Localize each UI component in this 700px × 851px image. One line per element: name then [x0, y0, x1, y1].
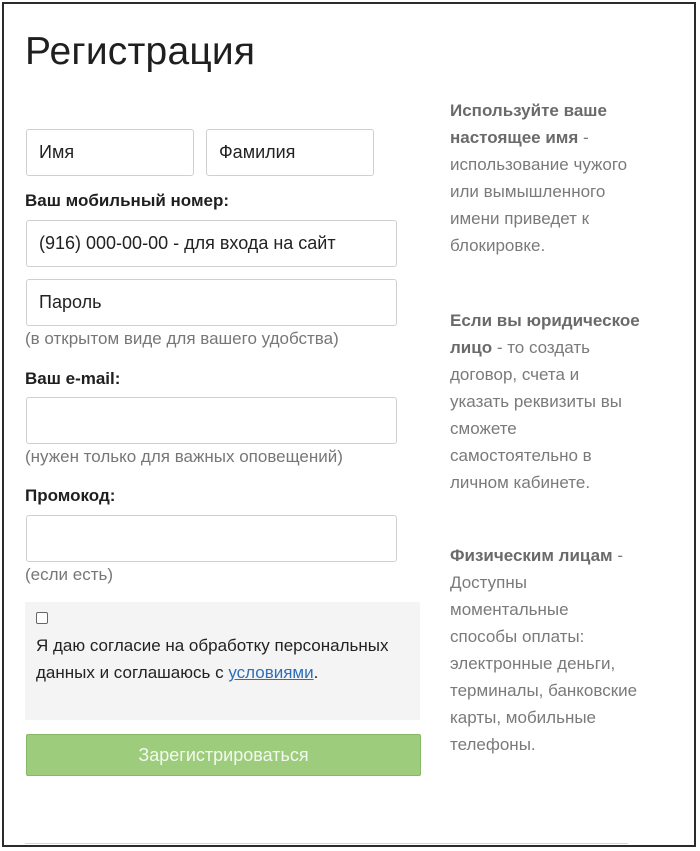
bottom-divider: [25, 843, 628, 844]
sidebar-note-real-name-text: - использование чужого или вымышленного имени приведет к блокировке.: [450, 128, 628, 255]
password-input[interactable]: [26, 279, 397, 326]
consent-block: [25, 602, 420, 720]
register-button[interactable]: Зарегистрироваться: [26, 734, 421, 776]
sidebar-note-legal-entity-text: - то создать договор, счета и указать реквизиты вы сможете самостоятельно в личном кабинете.: [450, 338, 622, 492]
sidebar-note-individuals-title: Физическим лицам: [450, 546, 613, 565]
sidebar-note-individuals-text: - Доступны моментальные способы оплаты: электронные деньги, терминалы, банковские карты, мобильные телефоны.: [450, 546, 638, 754]
phone-label: Ваш мобильный номер:: [25, 191, 230, 210]
last-name-input[interactable]: [206, 129, 374, 176]
promo-hint: (если есть): [25, 565, 114, 584]
consent-text: [36, 632, 406, 686]
page-title: Регистрация: [25, 30, 256, 73]
email-input[interactable]: [26, 397, 397, 444]
email-label: Ваш e-mail:: [25, 369, 121, 388]
sidebar-note-legal-entity: [450, 307, 640, 496]
promo-label: Промокод:: [25, 486, 116, 505]
consent-text-main: Я даю согласие на обработку персональных данных и соглашаюсь с: [36, 636, 389, 682]
consent-checkbox[interactable]: [36, 612, 48, 624]
sidebar-note-legal-entity-title: Если вы юридическое лицо: [450, 311, 640, 357]
promo-input[interactable]: [26, 515, 397, 562]
sidebar-note-real-name-title: Используйте ваше настоящее имя: [450, 101, 607, 147]
password-hint: (в открытом виде для вашего удобства): [25, 329, 339, 348]
phone-input[interactable]: [26, 220, 397, 267]
first-name-input[interactable]: [26, 129, 194, 176]
sidebar-note-individuals: [450, 542, 640, 758]
terms-link[interactable]: условиями: [228, 663, 314, 682]
consent-text-end: .: [313, 663, 319, 682]
email-hint: (нужен только для важных оповещений): [25, 447, 343, 466]
sidebar-note-real-name: [450, 97, 640, 259]
